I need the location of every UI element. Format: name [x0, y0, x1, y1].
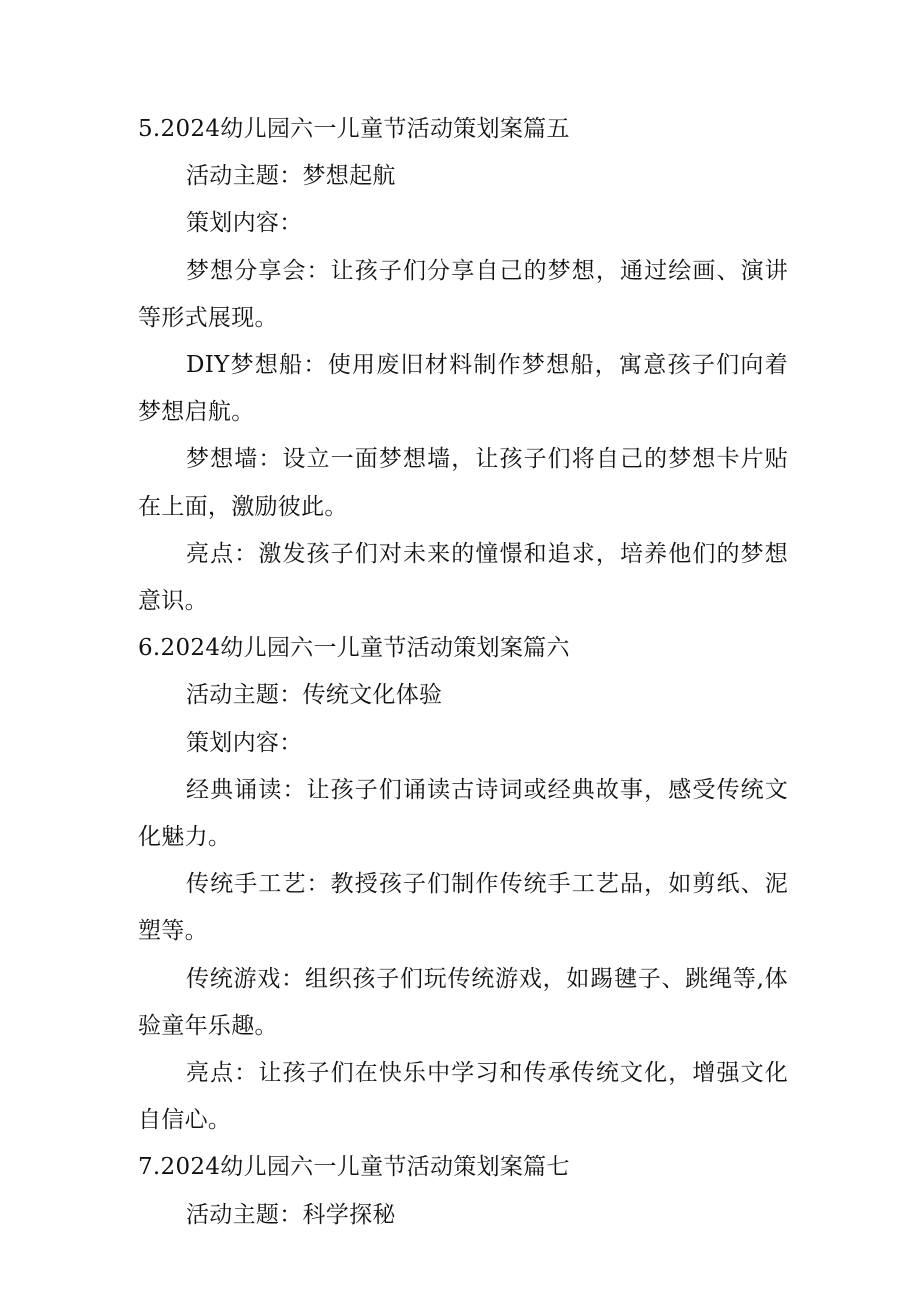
document-body [138, 106, 788, 1239]
plan-item: 传统手工艺：教授孩子们制作传统手工艺品，如剪纸、泥塑等。 [138, 871, 788, 945]
plan-content-label: 策划内容： [186, 210, 303, 237]
activity-theme: 活动主题：科学探秘 [186, 1201, 396, 1228]
highlight-text: 亮点：激发孩子们对未来的憧憬和追求，培养他们的梦想意识。 [138, 540, 788, 615]
plan-content-label: 策划内容： [186, 729, 303, 756]
plan-item: 经典诵读：让孩子们诵读古诗词或经典故事，感受传统文化魅力。 [138, 776, 788, 851]
plan-item: 梦想墙：设立一面梦想墙，让孩子们将自己的梦想卡片贴在上面，激励彼此。 [138, 446, 788, 520]
highlight-text: 亮点：让孩子们在快乐中学习和传承传统文化，增强文化自信心。 [138, 1060, 788, 1134]
section-heading: 5.2024幼儿园六一儿童节活动策划案篇五 [138, 116, 570, 142]
activity-theme: 活动主题：传统文化体验 [186, 682, 443, 709]
activity-theme: 活动主题：梦想起航 [186, 163, 396, 190]
section-heading: 7.2024幼儿园六一儿童节活动策划案篇七 [138, 1154, 570, 1181]
section-heading: 6.2024幼儿园六一儿童节活动策划案篇六 [138, 635, 570, 662]
plan-item: DIY梦想船：使用废旧材料制作梦想船，寓意孩子们向着梦想启航。 [138, 352, 788, 426]
plan-item: 梦想分享会：让孩子们分享自己的梦想，通过绘画、演讲等形式展现。 [138, 257, 788, 331]
plan-item: 传统游戏：组织孩子们玩传统游戏，如踢毽子、跳绳等,体验童年乐趣。 [138, 965, 788, 1039]
